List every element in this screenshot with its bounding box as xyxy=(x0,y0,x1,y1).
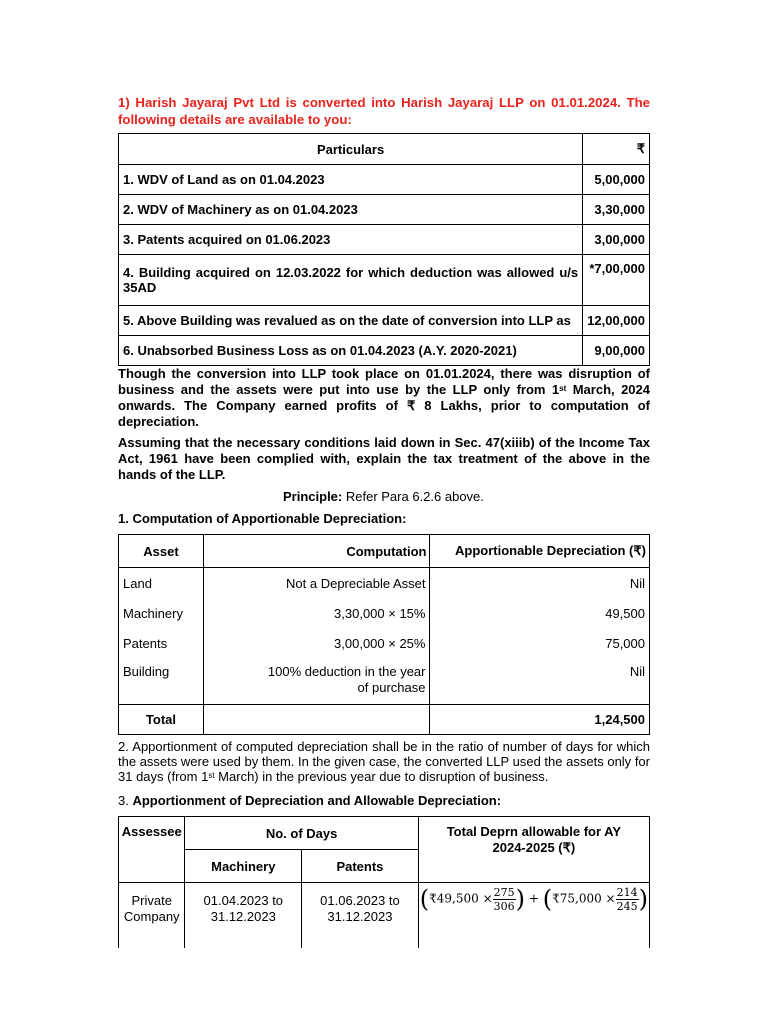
particulars-cell: 2. WDV of Machinery as on 01.04.2023 xyxy=(119,195,583,225)
details-table xyxy=(118,133,650,366)
particulars-cell: 3. Patents acquired on 01.06.2023 xyxy=(119,225,583,255)
computation-header: Computation xyxy=(203,535,430,568)
close-paren: ) xyxy=(638,885,648,913)
machinery-days-cell: 01.04.2023 to 31.12.2023 xyxy=(185,883,302,949)
table-row xyxy=(119,568,650,599)
asset-header: Asset xyxy=(119,535,204,568)
principle-line xyxy=(283,489,484,504)
section-1-title: 1. Computation of Apportionable Depreciation: xyxy=(118,511,407,526)
table-row xyxy=(119,255,650,306)
section-title-text: Apportionment of Depreciation and Allowable Depreciation: xyxy=(132,793,502,808)
fraction-machinery xyxy=(493,886,516,913)
particulars-cell: 4. Building acquired on 12.03.2022 for which deduction was allowed u/s 35AD xyxy=(119,255,583,306)
table-row xyxy=(119,598,650,628)
table-row xyxy=(119,306,650,336)
principle-label: Principle: xyxy=(283,489,343,504)
value-cell: 75,000 xyxy=(430,628,650,658)
patents-days-cell: 01.06.2023 to 31.12.2023 xyxy=(302,883,419,949)
computation-cell: Not a Depreciable Asset xyxy=(203,568,430,599)
fraction-denominator: 245 xyxy=(616,899,638,913)
table-row xyxy=(119,883,650,949)
question-heading: 1) Harish Jayaraj Pvt Ltd is converted into Harish Jayaraj LLP on 01.01.2024. The following details are available to you: xyxy=(118,95,650,127)
particulars-header: Particulars xyxy=(119,134,583,165)
paragraph-text: 2. Apportionment of computed depreciation shall be in the ratio of number of days for which the assets were used by them. In the given case, the converted LLP used the assets only for 31 days (from 1 xyxy=(118,739,650,784)
no-of-days-header: No. of Days xyxy=(185,817,418,850)
table-row xyxy=(119,336,650,366)
table-row xyxy=(119,658,650,705)
paragraph-text: March) in the previous year due to disruption of business. xyxy=(214,769,549,784)
amount-cell: *7,00,000 xyxy=(583,255,650,306)
section-number: 3. xyxy=(118,793,133,808)
amount-cell: 12,00,000 xyxy=(583,306,650,336)
total-value: 1,24,500 xyxy=(430,705,650,735)
table-row xyxy=(119,195,650,225)
asset-cell: Building xyxy=(119,658,204,705)
formula-term2-value: ₹75,000 × xyxy=(552,891,616,906)
assumption-paragraph: Assuming that the necessary conditions laid down in Sec. 47(xiiib) of the Income Tax Act, 1961 have been complied with, explain the tax treatment of the above in the hands of the LLP. xyxy=(118,435,650,482)
machinery-header: Machinery xyxy=(185,850,302,883)
table-row xyxy=(119,225,650,255)
value-cell: Nil xyxy=(430,568,650,599)
total-row xyxy=(119,705,650,735)
paragraph-text: Though the conversion into LLP took place on 01.01.2024, there was disruption of business and the assets were put into use by the LLP only from 1 xyxy=(118,366,650,397)
depreciation-formula xyxy=(418,883,649,949)
computation-cell: 100% deduction in the year of purchase xyxy=(203,658,430,705)
asset-cell: Land xyxy=(119,568,204,599)
disruption-paragraph xyxy=(118,366,650,430)
fraction-denominator: 306 xyxy=(493,899,515,913)
apportionable-header: Apportionable Depreciation (₹) xyxy=(430,535,650,568)
particulars-cell: 1. WDV of Land as on 01.04.2023 xyxy=(119,165,583,195)
computation-cell: 3,30,000 × 15% xyxy=(203,598,430,628)
open-paren: ( xyxy=(542,885,553,913)
asset-cell: Machinery xyxy=(119,598,204,628)
depreciation-table xyxy=(118,534,650,735)
value-cell: 49,500 xyxy=(430,598,650,628)
total-label: Total xyxy=(119,705,204,735)
superscript: st xyxy=(559,384,567,393)
allowable-table-header-1 xyxy=(119,817,650,850)
open-paren: ( xyxy=(419,885,430,913)
depreciation-table-header xyxy=(119,535,650,568)
allowable-depreciation-table xyxy=(118,816,650,948)
table-row xyxy=(119,628,650,658)
plus-sign: + xyxy=(528,891,539,906)
assessee-cell: Private Company xyxy=(119,883,185,949)
table-row xyxy=(119,165,650,195)
assessee-header: Assessee xyxy=(119,817,185,883)
particulars-cell: 5. Above Building was revalued as on the date of conversion into LLP as xyxy=(119,306,583,336)
value-cell: Nil xyxy=(430,658,650,705)
paragraph-text: March, 2024 onwards. The Company earned profits of ₹ 8 Lakhs, prior to computation of depreciation. xyxy=(118,382,650,429)
formula-term1-value: ₹49,500 × xyxy=(429,891,493,906)
amount-cell: 5,00,000 xyxy=(583,165,650,195)
principle-text: Refer Para 6.2.6 above. xyxy=(342,489,484,504)
patents-header: Patents xyxy=(302,850,419,883)
amount-cell: 9,00,000 xyxy=(583,336,650,366)
asset-cell: Patents xyxy=(119,628,204,658)
amount-cell: 3,30,000 xyxy=(583,195,650,225)
fraction-patents xyxy=(616,886,639,913)
computation-cell: 3,00,000 × 25% xyxy=(203,628,430,658)
apportionment-paragraph xyxy=(118,739,650,784)
total-empty-cell xyxy=(203,705,430,735)
close-paren: ) xyxy=(515,885,526,913)
section-3-title xyxy=(118,793,501,808)
total-deprn-header: Total Deprn allowable for AY 2024-2025 (₹) xyxy=(418,817,649,883)
superscript: st xyxy=(208,771,215,780)
particulars-cell: 6. Unabsorbed Business Loss as on 01.04.2023 (A.Y. 2020-2021) xyxy=(119,336,583,366)
amount-cell: 3,00,000 xyxy=(583,225,650,255)
amount-header: ₹ xyxy=(583,134,650,165)
fraction-numerator: 214 xyxy=(616,885,638,899)
details-table-header xyxy=(119,134,650,165)
fraction-numerator: 275 xyxy=(493,885,515,899)
